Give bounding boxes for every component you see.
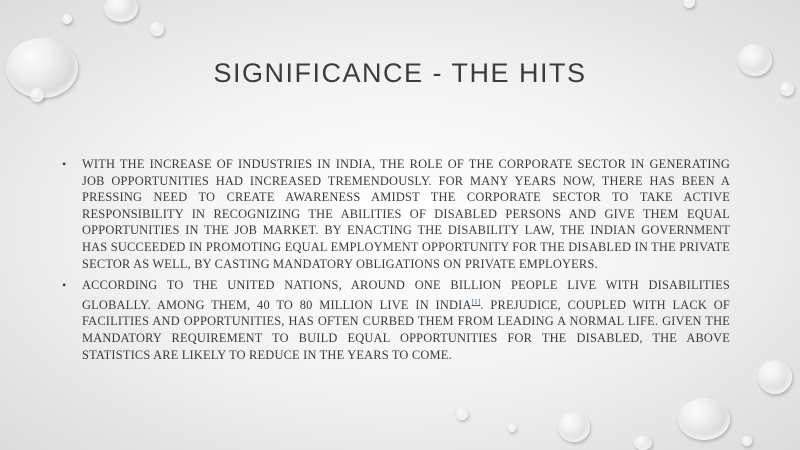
- bullet-text: . PREJUDICE, COUPLED WITH LACK OF FACILITIES AND OPPORTUNITIES, HAS OFTEN CURBED THEM FROM LEADING A NORMAL LIFE. GIVEN THE MANDATORY REQUIREMENT TO BUILD EQUAL OPPORTUNITIES FOR THE DISABLED, THE ABOVE STATISTICS ARE LIKELY TO REDUCE IN THE YEARS TO COME.: [82, 297, 730, 362]
- bullet-marker: •: [62, 278, 67, 293]
- bullet-text: WITH THE INCREASE OF INDUSTRIES IN INDIA, THE ROLE OF THE CORPORATE SECTOR IN GENERATING JOB OPPORTUNITIES HAD INCREASED TREMENDOUSLY. FOR MANY YEARS NOW, THERE HAS BEEN A PRESSING NEED TO CREATE AWARENESS AMIDST THE CORPORATE SECTOR TO TAKE ACTIVE RESPONSIBILITY IN RECOGNIZING THE ABILITIES OF DISABLED PERSONS AND GIVE THEM EQUAL OPPORTUNITIES IN THE JOB MARKET. BY ENACTING THE DISABILITY LAW, THE INDIAN GOVERNMENT HAS SUCCEEDED IN PROMOTING EQUAL EMPLOYMENT OPPORTUNITY FOR THE DISABLED IN THE PRIVATE SECTOR AS WELL, BY CASTING MANDATORY OBLIGATIONS ON PRIVATE EMPLOYERS.: [82, 157, 730, 271]
- droplet-decoration: [758, 360, 792, 394]
- droplet-decoration: [683, 0, 695, 8]
- droplet-decoration: [558, 412, 590, 442]
- bullet-item: [62, 156, 730, 272]
- bullet-marker: •: [62, 157, 67, 171]
- droplet-decoration: [456, 408, 468, 420]
- bullet-text: ACCORDING TO THE UNITED NATIONS, AROUND ONE BILLION PEOPLE LIVE WITH DISABILITIES GLOBALLY. AMONG THEM, 40 TO 80 MILLION LIVE IN INDIA: [82, 278, 730, 312]
- droplet-decoration: [104, 0, 138, 22]
- slide-title: SIGNIFICANCE - THE HITS: [213, 58, 587, 88]
- droplet-decoration: [678, 398, 730, 440]
- droplet-decoration: [742, 436, 752, 446]
- droplet-decoration: [150, 22, 164, 36]
- footnote-reference-link[interactable]: [1]: [471, 297, 481, 306]
- droplet-decoration: [508, 424, 516, 432]
- droplet-decoration: [634, 436, 652, 450]
- droplet-decoration: [62, 14, 72, 24]
- bullet-list: [62, 156, 730, 368]
- droplet-decoration: [30, 88, 44, 102]
- bullet-item: [62, 277, 730, 363]
